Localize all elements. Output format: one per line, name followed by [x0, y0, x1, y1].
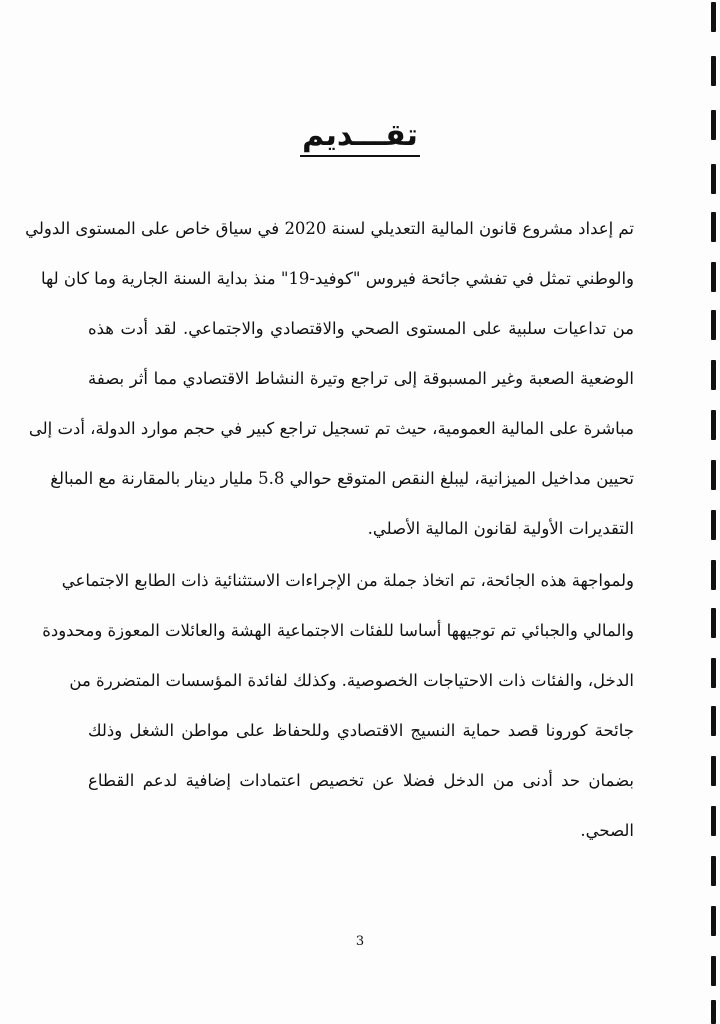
- paragraph-line: جائحة كورونا قصد حماية النسيج الاقتصادي وللحفاظ على مواطن الشغل وذلك: [88, 721, 634, 740]
- paragraph-line: من تداعيات سلبية على المستوى الصحي والاقتصادي والاجتماعي. لقد أدت هذه: [88, 319, 634, 338]
- paragraph-line: الوضعية الصعبة وغير المسبوقة إلى تراجع وتيرة النشاط الاقتصادي مما أثر بصفة: [88, 369, 634, 388]
- paragraph-line: الصحي.: [580, 821, 634, 840]
- paragraph-line: بضمان حد أدنى من الدخل فضلا عن تخصيص اعتمادات إضافية لدعم القطاع: [88, 771, 634, 790]
- paragraph-line: التقديرات الأولية لقانون المالية الأصلي.: [367, 519, 634, 538]
- title-block: [0, 118, 720, 159]
- paragraph-line: والمالي والجبائي تم توجيهها أساسا للفئات الاجتماعية الهشة والعائلات المعوزة ومحدودة: [42, 621, 634, 640]
- paragraph-line: تحيين مداخيل الميزانية، ليبلغ النقص المتوقع حوالي 5.8 مليار دينار بالمقارنة مع المبالغ: [50, 469, 634, 488]
- paragraph-line: تم إعداد مشروع قانون المالية التعديلي لسنة 2020 في سياق خاص على المستوى الدولي: [25, 219, 634, 238]
- paragraph-line: مباشرة على المالية العمومية، حيث تم تسجيل تراجع كبير في حجم موارد الدولة، أدت إلى: [28, 419, 634, 438]
- page-title: [286, 118, 434, 159]
- page-number: 3: [355, 934, 365, 949]
- paragraph-line: والوطني تمثل في تفشي جائحة فيروس "كوفيد-19" منذ بداية السنة الجارية وما كان لها: [41, 269, 634, 288]
- page-title-text: تقـــديم: [302, 118, 418, 153]
- paragraph-line: الدخل، والفئات ذات الاحتياجات الخصوصية. وكذلك لفائدة المؤسسات المتضررة من: [69, 671, 634, 690]
- paragraph-line: ولمواجهة هذه الجائحة، تم اتخاذ جملة من الإجراءات الاستثنائية ذات الطابع الاجتماعي: [61, 571, 634, 590]
- title-underline: [300, 155, 420, 157]
- paragraph-2: [42, 566, 634, 866]
- paragraph-1: [25, 214, 634, 564]
